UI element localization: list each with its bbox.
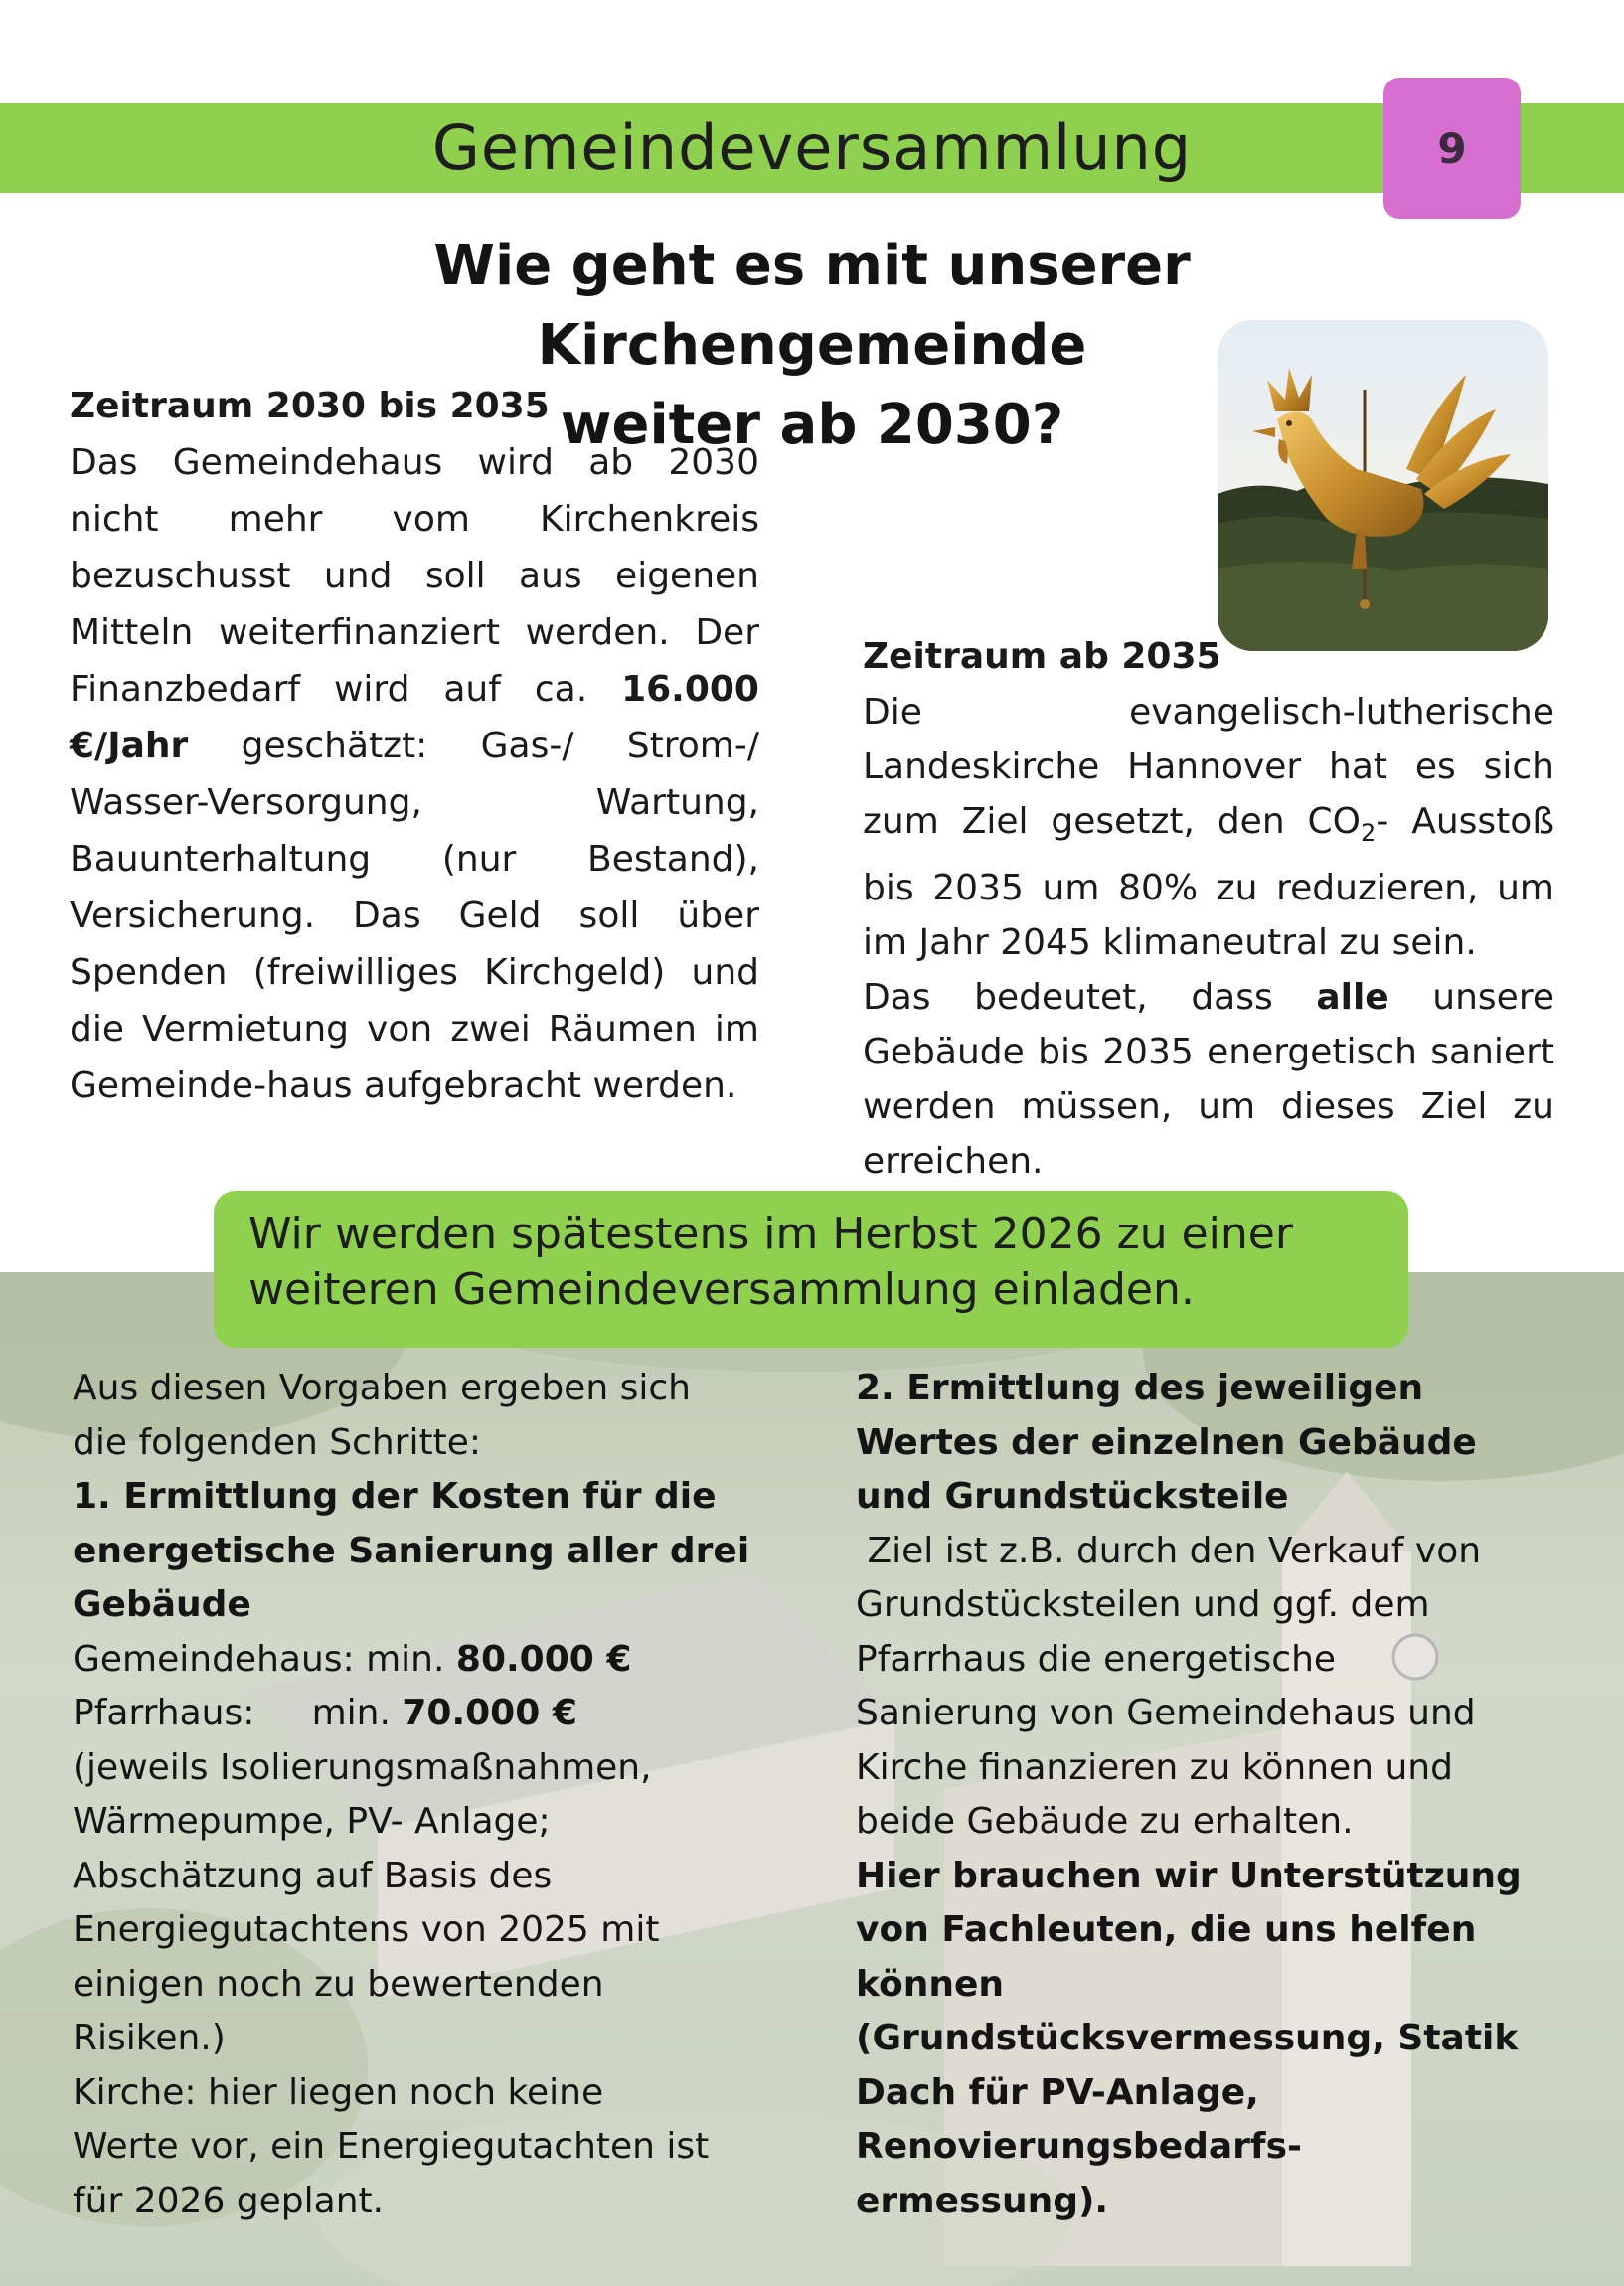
cost-value: 70.000 €: [402, 1693, 577, 1733]
callout-line-1: Wir werden spätestens im Herbst 2026 zu einer: [248, 1209, 1293, 1259]
step-1-section: [73, 1362, 788, 2228]
step-2-heading: 2. Ermittlung des jeweiligen: [856, 1368, 1424, 1408]
cost-row-gemeindehaus: [73, 1633, 788, 1688]
support-request: können: [856, 1963, 1005, 2005]
paragraph-text: Das Gemeindehaus wird ab 2030 nicht mehr vom Kirchenkreis bezuschusst und soll aus eigenen Mitteln weiterfinanziert werden. Der Finanzbedarf wird auf ca.: [70, 442, 759, 710]
page-number: 9: [1437, 123, 1467, 173]
paragraph-text: unsere Gebäude bis 2035 energetisch saniert werden müssen, um dieses Ziel zu erreichen.: [863, 977, 1554, 1183]
page-number-badge: [1383, 78, 1521, 219]
weathercock-image: [1218, 320, 1548, 651]
text-line: einigen noch zu bewertenden: [73, 1963, 604, 2005]
cost-value: 80.000 €: [455, 1638, 632, 1680]
cost-row-pfarrhaus: [73, 1687, 788, 1741]
text-line: (jeweils Isolierungsmaßnahmen,: [73, 1746, 652, 1788]
co2-subscript: 2: [1361, 819, 1377, 848]
step-2-heading: und Grundstücksteile: [856, 1476, 1289, 1517]
text-line: beide Gebäude zu erhalten.: [856, 1801, 1354, 1842]
step-1-heading: energetische Sanierung aller drei: [73, 1530, 750, 1571]
support-request: von Fachleuten, die uns helfen: [856, 1909, 1477, 1950]
weathercock-photo: [1218, 320, 1548, 651]
paragraph-text: Die evangelisch-lutherische Landeskirche Hannover hat es sich zum Ziel gesetzt, den CO: [863, 692, 1554, 842]
text-line: Wärmepumpe, PV- Anlage;: [73, 1801, 551, 1842]
text-line: die folgenden Schritte:: [73, 1421, 481, 1463]
text-line: Energiegutachtens von 2025 mit: [73, 1909, 660, 1950]
support-request: ermessung).: [856, 2180, 1109, 2221]
step-1-heading: Gebäude: [73, 1584, 251, 1625]
paragraph-text: geschätzt: Gas-/ Strom-/ Wasser-Versorgung, Wartung, Bauunterhaltung (nur Bestand), Versicherung. Das Geld soll über Spenden (freiwilliges Kirchgeld) und die Vermietung von zwei Räumen im Gemeinde-haus aufgebracht werden.: [70, 726, 759, 1106]
period-2030-2035-section: [70, 378, 759, 1114]
text-line: für 2026 geplant.: [73, 2180, 385, 2221]
section-title: Gemeindeversammlung: [431, 111, 1193, 184]
annual-cost-value: 16.000 €/Jahr: [70, 669, 759, 766]
period-2030-2035-heading: Zeitraum 2030 bis 2035: [70, 386, 550, 426]
period-from-2035-paragraph-1: [863, 685, 1554, 970]
period-from-2035-heading: Zeitraum ab 2035: [863, 636, 1221, 677]
callout-line-2: weiteren Gemeindeversammlung einladen.: [248, 1264, 1195, 1315]
text-line: Aus diesen Vorgaben ergeben sich: [73, 1368, 691, 1408]
text-line: Abschätzung auf Basis des: [73, 1855, 553, 1896]
step-2-heading: Wertes der einzelnen Gebäude: [856, 1421, 1477, 1463]
period-from-2035-paragraph-2: [863, 970, 1554, 1189]
cost-label: Pfarrhaus: min.: [73, 1693, 391, 1733]
text-line: Kirche: hier liegen noch keine: [73, 2071, 604, 2113]
text-line: Werte vor, ein Energiegutachten ist: [73, 2126, 710, 2167]
period-from-2035-section: [863, 628, 1554, 1189]
support-request: Renovierungsbedarfs-: [856, 2126, 1302, 2167]
period-2030-2035-paragraph: [70, 434, 759, 1114]
paragraph-text: - Ausstoß bis 2035 um 80% zu reduzieren, um im Jahr 2045 klimaneutral zu sein.: [863, 801, 1554, 964]
text-line: Risiken.): [73, 2018, 226, 2058]
text-line: Grundstücksteilen und ggf. dem: [856, 1584, 1430, 1625]
step-2-section: [856, 1362, 1571, 2228]
callout-text: [248, 1207, 1381, 1318]
text-line: Pfarrhaus die energetische: [856, 1638, 1337, 1680]
support-request: Hier brauchen wir Unterstützung: [856, 1855, 1522, 1896]
emphasis-all: alle: [1316, 977, 1389, 1019]
cost-label: Gemeindehaus: min.: [73, 1638, 445, 1680]
headline-line-1: Wie geht es mit unserer Kirchengemeinde: [433, 234, 1191, 378]
headline-line-2: weiter ab 2030?: [560, 393, 1064, 457]
text-line: Sanierung von Gemeindehaus und: [856, 1693, 1476, 1733]
support-request: Dach für PV-Anlage,: [856, 2071, 1259, 2113]
support-request: (Grundstücksvermessung, Statik: [856, 2018, 1519, 2058]
text-line: Kirche finanzieren zu können und: [856, 1746, 1453, 1788]
text-line: Ziel ist z.B. durch den Verkauf von: [856, 1530, 1482, 1571]
paragraph-text: Das bedeutet, dass: [863, 977, 1273, 1019]
step-1-heading: 1. Ermittlung der Kosten für die: [73, 1476, 717, 1517]
